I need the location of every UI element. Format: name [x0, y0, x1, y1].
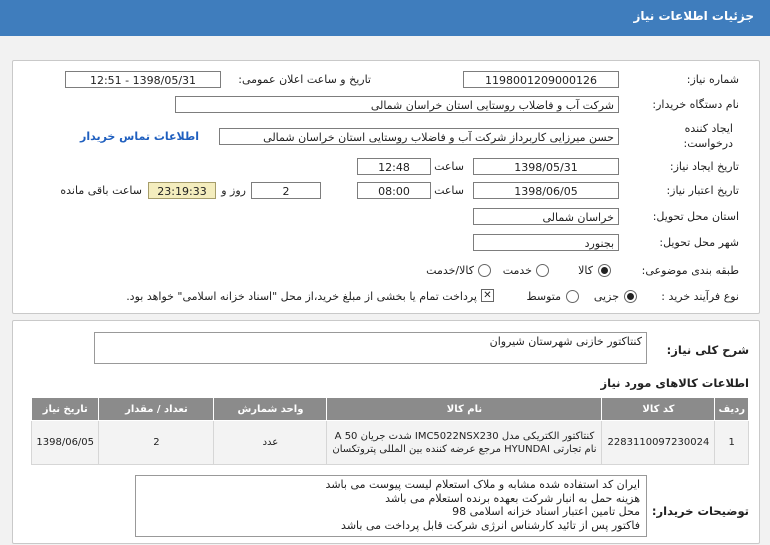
- summary-label: شرح کلی نیاز:: [666, 343, 749, 357]
- col-unit: واحد شمارش: [214, 398, 327, 421]
- city-field: بجنورد: [473, 234, 619, 251]
- category-label: طبقه بندی موضوعی:: [641, 264, 739, 277]
- province-field: خراسان شمالی: [473, 208, 619, 225]
- create-time-field: 12:48: [357, 158, 431, 175]
- remaining-time-field: 23:19:33: [148, 182, 216, 199]
- treasury-payment-checkbox[interactable]: ✕: [481, 289, 494, 302]
- col-index: ردیف: [715, 398, 749, 421]
- validity-date-field: 1398/06/05: [473, 182, 619, 199]
- notes-box: [135, 475, 647, 537]
- announce-datetime-field: 1398/05/31 - 12:51: [65, 71, 221, 88]
- create-date-label: تاریخ ایجاد نیاز:: [669, 160, 739, 173]
- col-name: نام کالا: [327, 398, 602, 421]
- process-label: نوع فرآیند خرید :: [661, 290, 739, 303]
- remaining-label: ساعت باقی مانده: [60, 184, 142, 197]
- process-option-minor: جزیی: [593, 290, 619, 303]
- category-option-goods: کالا: [578, 264, 593, 277]
- col-qty: تعداد / مقدار: [99, 398, 214, 421]
- need-number-label: شماره نیاز:: [686, 73, 739, 86]
- create-date-field: 1398/05/31: [473, 158, 619, 175]
- goods-section-title: اطلاعات کالاهای مورد نیاز: [600, 376, 749, 390]
- page-header: [0, 0, 770, 36]
- notes-label: توضیحات خریدار:: [651, 504, 749, 518]
- goods-panel: [12, 320, 760, 544]
- col-date: تاریخ نیاز: [32, 398, 99, 421]
- table-row: [32, 421, 749, 465]
- need-number-field: 1198001209000126: [463, 71, 619, 88]
- category-radio-goods-service[interactable]: [478, 264, 491, 277]
- buyer-org-label: نام دستگاه خریدار:: [652, 98, 739, 111]
- need-details-panel: [12, 60, 760, 314]
- validity-time-field: 08:00: [357, 182, 431, 199]
- category-radio-service[interactable]: [536, 264, 549, 277]
- notes-line: فاکتور پس از تائید کارشناس انرژی شرکت قابل پرداخت می باشد: [341, 518, 640, 532]
- summary-field: کنتاکتور خازنی شهرستان شیروان: [94, 332, 647, 364]
- validity-date-label: تاریخ اعتبار نیاز:: [666, 184, 739, 197]
- process-option-medium: متوسط: [526, 290, 561, 303]
- row-unit: عدد: [214, 421, 327, 465]
- days-count-field: 2: [251, 182, 321, 199]
- city-label: شهر محل تحویل:: [659, 236, 739, 249]
- row-date: 1398/06/05: [32, 421, 99, 465]
- notes-line: محل تامین اعتبار اسناد خزانه اسلامی 98: [452, 505, 640, 518]
- create-time-label: ساعت: [434, 160, 464, 173]
- notes-line: ایران کد استفاده شده مشابه و ملاک استعلام لیست پیوست می باشد: [325, 478, 640, 491]
- row-index: 1: [715, 421, 749, 465]
- page-title: جزئیات اطلاعات نیاز: [633, 9, 754, 23]
- row-name: کنتاکتور الکتریکی مدل IMC5022NSX230 شدت جریان A 50 نام تجارتی HYUNDAI مرجع عرضه کننده بین المللی پتروتکسان: [327, 421, 602, 465]
- validity-time-label: ساعت: [434, 184, 464, 197]
- day-and-label: روز و: [221, 184, 246, 197]
- category-option-service: خدمت: [502, 264, 532, 277]
- buyer-org-field: شرکت آب و فاضلاب روستایی استان خراسان شمالی: [175, 96, 619, 113]
- category-option-goods-service: کالا/خدمت: [426, 264, 474, 277]
- creator-label: ایجاد کننده: [684, 122, 733, 135]
- creator-label-2: درخواست:: [683, 137, 733, 150]
- creator-field: حسن میرزایی کاربرداز شرکت آب و فاضلاب روستایی استان خراسان شمالی: [219, 128, 619, 145]
- col-code: کد کالا: [602, 398, 715, 421]
- process-radio-medium[interactable]: [566, 290, 579, 303]
- goods-table-header: [32, 398, 749, 421]
- announce-datetime-label: تاریخ و ساعت اعلان عمومی:: [238, 73, 371, 86]
- payment-note: پرداخت تمام یا بخشی از مبلغ خرید،از محل "اسناد خزانه اسلامی" خواهد بود.: [126, 290, 477, 303]
- process-radio-minor[interactable]: [624, 290, 637, 303]
- notes-line: هزینه حمل به انبار شرکت بعهده برنده استعلام می باشد: [385, 491, 640, 505]
- buyer-contact-link[interactable]: اطلاعات تماس خریدار: [79, 130, 199, 143]
- row-qty: 2: [99, 421, 214, 465]
- category-radio-goods[interactable]: [598, 264, 611, 277]
- row-code: 2283110097230024: [602, 421, 715, 465]
- province-label: استان محل تحویل:: [652, 210, 739, 223]
- goods-table: [31, 397, 749, 465]
